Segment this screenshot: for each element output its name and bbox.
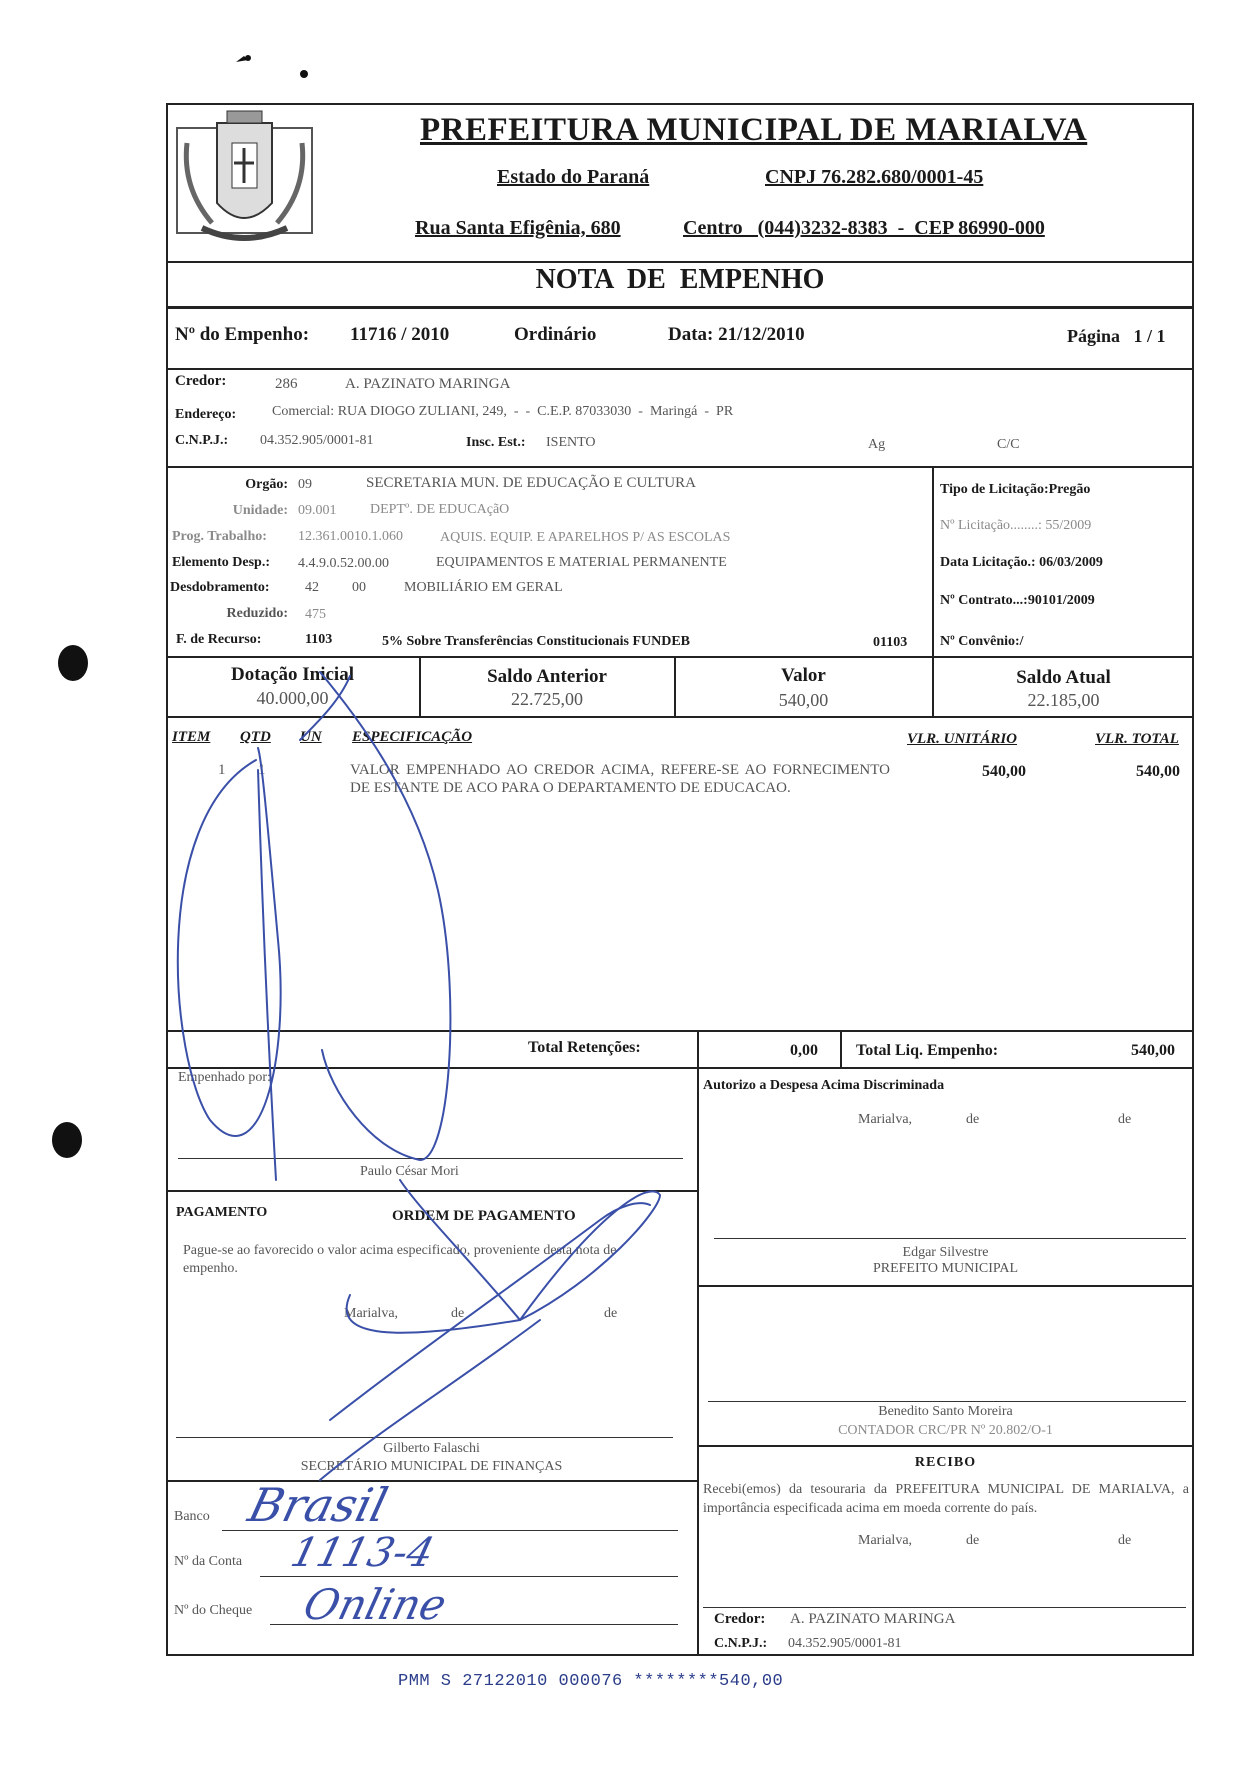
endereco-label: Endereço:: [175, 407, 237, 422]
recibo-cnpj-label: C.N.P.J.:: [714, 1636, 768, 1651]
contador-signer: Benedito Santo Moreira: [878, 1404, 1013, 1419]
recurso-number: 01103: [873, 635, 908, 650]
desdob-name: MOBILIÁRIO EM GERAL: [404, 580, 563, 595]
licitacao-data: Data Licitação.: 06/03/2009: [940, 555, 1103, 570]
dotacao-value: 40.000,00: [256, 688, 329, 708]
recibo-credor-label: Credor:: [714, 1611, 766, 1627]
desdob-code: 42: [305, 580, 319, 595]
empenho-label: Nº do Empenho:: [175, 324, 310, 345]
header-address: Centro (044)3232-8383 - CEP 86990-000: [683, 217, 1045, 239]
pagamento-text: Pague-se ao favorecido o valor acima especificado, proveniente desta nota de empenho.: [183, 1243, 617, 1276]
insc-value: ISENTO: [546, 435, 596, 450]
desdob-label: Desdobramento:: [170, 580, 270, 595]
saldo-atual-label: Saldo Atual: [1016, 667, 1111, 688]
recibo-cnpj-value: 04.352.905/0001-81: [788, 1636, 902, 1651]
orgao-code: 09: [298, 477, 312, 492]
contador-role: CONTADOR CRC/PR Nº 20.802/O-1: [838, 1423, 1053, 1438]
unidade-label: Unidade:: [232, 503, 288, 518]
autorizo-de1: de: [966, 1112, 980, 1127]
empenho-type: Ordinário: [514, 324, 597, 345]
retencoes-label: Total Retenções:: [528, 1039, 641, 1056]
col-vlr-unitario: VLR. UNITÁRIO: [907, 731, 1018, 747]
licitacao-numero: Nº Licitação........: 55/2009: [940, 518, 1092, 533]
pagamento-de2: de: [604, 1306, 618, 1321]
cc-label: C/C: [997, 437, 1020, 452]
autorizo-de2: de: [1118, 1112, 1132, 1127]
header-title: PREFEITURA MUNICIPAL DE MARIALVA: [420, 112, 1088, 148]
item-especificacao: VALOR EMPENHADO AO CREDOR ACIMA, REFERE-SE AO FORNECIMENTO DE ESTANTE DE ACO PARA O DEPARTAMENTO DE EDUCACAO.: [350, 762, 890, 796]
unidade-code: 09.001: [298, 503, 337, 518]
recibo-de2: de: [1118, 1533, 1132, 1548]
valor-label: Valor: [781, 665, 826, 686]
financas-role: SECRETÁRIO MUNICIPAL DE FINANÇAS: [300, 1459, 563, 1474]
recibo-de1: de: [966, 1533, 980, 1548]
saldo-anterior-value: 22.725,00: [511, 689, 583, 709]
recibo-title: RECIBO: [914, 1455, 977, 1470]
saldo-atual-value: 22.185,00: [1027, 690, 1100, 710]
handwritten-conta: 1113-4: [286, 1530, 439, 1576]
empenhado-label: Empenhado por:: [178, 1070, 271, 1085]
item-vlr-unitario: 540,00: [982, 763, 1026, 780]
reduzido-value: 475: [305, 607, 326, 622]
saldo-anterior-label: Saldo Anterior: [487, 666, 607, 687]
recibo-place: Marialva,: [858, 1533, 913, 1548]
pagamento-place: Marialva,: [344, 1306, 399, 1321]
endereco-value: Comercial: RUA DIOGO ZULIANI, 249, - - C.E.P. 87033030 - Maringá - PR: [272, 404, 734, 419]
page-indicator: Página 1 / 1: [1067, 326, 1166, 346]
cheque-label: Nº do Cheque: [174, 1603, 253, 1618]
municipal-crest-logo: [172, 108, 317, 256]
recibo-text: Recebi(emos) da tesouraria da PREFEITURA MUNICIPAL DE MARIALVA, a importância especificada acima em moeda corrente do país.: [703, 1482, 1189, 1516]
recibo-credor-value: A. PAZINATO MARINGA: [790, 1611, 956, 1627]
prefeito-signer: Edgar Silvestre: [902, 1245, 989, 1260]
handwritten-cheque: Online: [298, 1580, 452, 1629]
valor-value: 540,00: [778, 690, 829, 710]
recurso-label: F. de Recurso:: [176, 632, 262, 647]
dotacao-label: Dotação Inicial: [231, 664, 354, 685]
banco-label: Banco: [174, 1509, 210, 1524]
punch-hole-bottom: [52, 1122, 82, 1158]
recurso-name: 5% Sobre Transferências Constitucionais FUNDEB: [382, 634, 691, 649]
credor-code: 286: [275, 376, 298, 392]
ordem-pagamento-label: ORDEM DE PAGAMENTO: [392, 1208, 576, 1224]
footer-stamp: PMM S 27122010 000076 ********540,00: [398, 1672, 784, 1691]
prefeito-role: PREFEITO MUNICIPAL: [872, 1261, 1019, 1273]
empenho-date: Data: 21/12/2010: [668, 324, 805, 345]
prog-label: Prog. Trabalho:: [172, 529, 267, 544]
prog-code: 12.361.0010.1.060: [298, 529, 403, 544]
cnpj-value: 04.352.905/0001-81: [260, 433, 374, 448]
empenho-number: 11716 / 2010: [350, 324, 450, 345]
orgao-label: Orgão:: [245, 477, 288, 492]
punch-hole-top: [58, 645, 88, 681]
unidade-name: DEPTº. DE EDUCAçãO: [370, 502, 510, 517]
item-qtd: 1: [258, 762, 266, 778]
liq-value: 540,00: [1131, 1042, 1175, 1059]
orgao-name: SECRETARIA MUN. DE EDUCAÇÃO E CULTURA: [366, 475, 696, 491]
credor-label: Credor:: [175, 373, 227, 389]
elemento-code: 4.4.9.0.52.00.00: [298, 556, 389, 571]
item-number: 1: [218, 762, 226, 778]
licitacao-convenio: Nº Convênio:/: [940, 634, 1024, 649]
financas-signer: Gilberto Falaschi: [383, 1441, 480, 1456]
col-un: UN: [300, 729, 322, 745]
item-vlr-total: 540,00: [1136, 763, 1180, 780]
doc-title: NOTA DE EMPENHO: [535, 264, 825, 295]
credor-name: A. PAZINATO MARINGA: [345, 376, 511, 392]
handwritten-banco: Brasil: [243, 1478, 393, 1532]
col-qtd: QTD: [240, 729, 271, 745]
ag-label: Ag: [868, 437, 886, 452]
recurso-code: 1103: [305, 632, 333, 647]
licitacao-contrato: Nº Contrato...:90101/2009: [940, 593, 1095, 608]
col-vlr-total: VLR. TOTAL: [1095, 731, 1179, 747]
insc-label: Insc. Est.:: [466, 435, 526, 450]
prog-name: AQUIS. EQUIP. E APARELHOS P/ AS ESCOLAS: [440, 530, 731, 545]
pagamento-label: PAGAMENTO: [176, 1205, 268, 1220]
autorizo-place: Marialva,: [858, 1112, 913, 1127]
licitacao-tipo: Tipo de Licitação:Pregão: [940, 482, 1091, 497]
pagamento-de1: de: [451, 1306, 465, 1321]
header-street: Rua Santa Efigênia, 680: [415, 217, 621, 239]
desdob-sub: 00: [352, 580, 366, 595]
empenhado-signer: Paulo César Mori: [360, 1164, 459, 1179]
header-state: Estado do Paraná: [497, 166, 650, 188]
retencoes-value: 0,00: [790, 1042, 818, 1059]
elemento-label: Elemento Desp.:: [172, 555, 270, 570]
liq-label: Total Liq. Empenho:: [856, 1042, 999, 1059]
conta-label: Nº da Conta: [174, 1554, 243, 1569]
col-espec: ESPECIFICAÇÃO: [352, 729, 473, 745]
col-item: ITEM: [172, 729, 211, 745]
header-cnpj: CNPJ 76.282.680/0001-45: [765, 166, 984, 188]
autorizo-text: Autorizo a Despesa Acima Discriminada: [703, 1078, 945, 1093]
reduzido-label: Reduzido:: [226, 606, 288, 621]
elemento-name: EQUIPAMENTOS E MATERIAL PERMANENTE: [436, 555, 727, 570]
cnpj-label: C.N.P.J.:: [175, 433, 229, 448]
